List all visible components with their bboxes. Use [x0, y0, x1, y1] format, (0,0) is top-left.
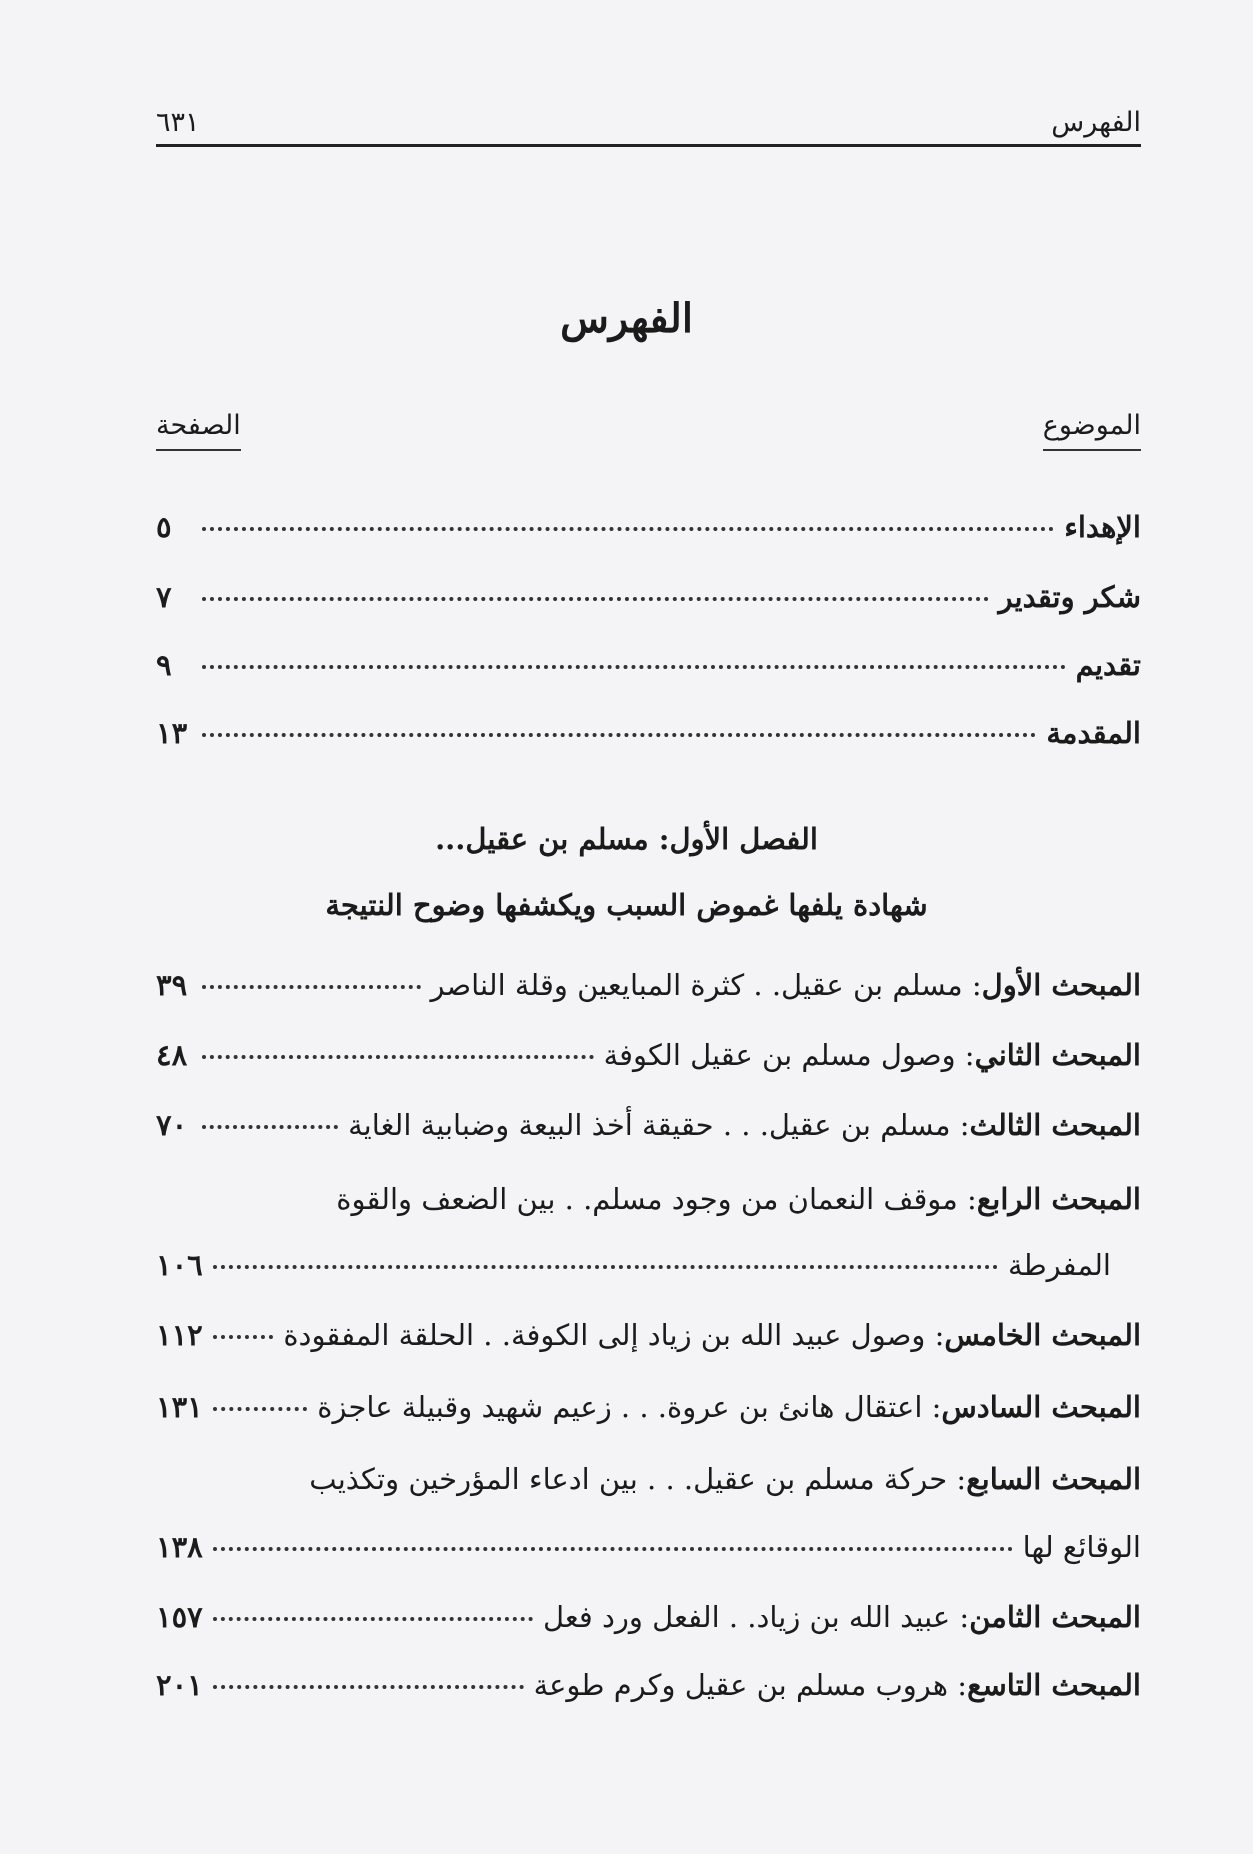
running-header: [156, 95, 1141, 147]
column-headers: [156, 410, 1141, 451]
toc-entry: [156, 1462, 1141, 1496]
toc-entry-label: المبحث الرابع: [976, 1182, 1141, 1216]
leader-dots: [213, 1617, 533, 1621]
topic-column-header: الموضوع: [1043, 410, 1141, 451]
leader-dots: [202, 665, 1066, 669]
toc-entry-page: ٢٠١: [156, 1668, 203, 1702]
leader-dots: [202, 527, 1054, 531]
toc-entry-label: المبحث الثاني: [974, 1038, 1141, 1072]
toc-entry-page: ٧٠: [156, 1108, 188, 1142]
page-number: ٦٣١: [156, 107, 200, 138]
toc-entry-label: المبحث السابع: [966, 1462, 1141, 1496]
chapter-heading: الفصل الأول: مسلم بن عقيل...: [435, 822, 818, 856]
toc-entry-page: ٣٩: [156, 968, 188, 1002]
leader-dots: [213, 1547, 1013, 1551]
toc-entry-page: ٤٨: [156, 1038, 188, 1072]
toc-entry-text: : مسلم بن عقيل. . . حقيقة أخذ البيعة وضبابية الغاية: [348, 1108, 970, 1142]
toc-entry-label: المبحث الثالث: [969, 1108, 1141, 1142]
toc-entry-text: : مسلم بن عقيل. . كثرة المبايعين وقلة الناصر: [430, 968, 982, 1002]
leader-dots: [202, 1125, 338, 1129]
chapter-subtitle: شهادة يلفها غموض السبب ويكشفها وضوح النتيجة: [325, 888, 928, 922]
toc-entry-page: ٩: [156, 648, 172, 682]
toc-entry: [156, 1182, 1141, 1216]
toc-entry-text: : حركة مسلم بن عقيل. . . بين ادعاء المؤرخين وتكذيب: [309, 1462, 967, 1496]
toc-entry-text: : موقف النعمان من وجود مسلم. . بين الضعف والقوة: [336, 1182, 977, 1216]
running-title: الفهرس: [1051, 107, 1141, 138]
toc-entry-page: ١٠٦: [156, 1248, 203, 1282]
toc-entry-page: ١٥٧: [156, 1600, 203, 1634]
toc-entry-page: ١١٢: [156, 1318, 203, 1352]
toc-entry: [156, 1038, 1141, 1072]
page-title: الفهرس: [560, 295, 693, 342]
leader-dots: [213, 1407, 308, 1411]
toc-entry-continuation: [156, 1248, 1141, 1282]
toc-entry: [156, 580, 1141, 614]
toc-entry: [156, 1108, 1141, 1142]
leader-dots: [202, 597, 989, 601]
toc-entry-page: ٥: [156, 510, 172, 544]
toc-entry-label: المبحث السادس: [941, 1390, 1141, 1424]
toc-entry-label: شكر وتقدير: [998, 580, 1141, 614]
toc-entry-continuation: [156, 1530, 1141, 1564]
toc-entry-text: : وصول عبيد الله بن زياد إلى الكوفة. . الحلقة المفقودة: [283, 1318, 945, 1352]
toc-entry-page: ١٣٨: [156, 1530, 203, 1564]
toc-entry-label: المبحث الأول: [981, 968, 1141, 1002]
toc-entry-label: المبحث الخامس: [944, 1318, 1141, 1352]
toc-entry: [156, 648, 1141, 682]
leader-dots: [213, 1265, 998, 1269]
leader-dots: [213, 1335, 274, 1339]
toc-entry-label: تقديم: [1075, 648, 1141, 682]
leader-dots: [202, 1055, 594, 1059]
toc-entry: [156, 510, 1141, 544]
toc-entry-text: : اعتقال هانئ بن عروة. . . زعيم شهيد وقبيلة عاجزة: [317, 1390, 942, 1424]
toc-entry-label: المقدمة: [1046, 716, 1141, 750]
toc-entry-text: : عبيد الله بن زياد. . الفعل ورد فعل: [542, 1600, 970, 1634]
toc-entry: [156, 1318, 1141, 1352]
toc-entry-label: الإهداء: [1064, 510, 1141, 544]
toc-entry-text: : وصول مسلم بن عقيل الكوفة: [603, 1038, 975, 1072]
toc-entry-page: ٧: [156, 580, 172, 614]
toc-entry-text: : هروب مسلم بن عقيل وكرم طوعة: [533, 1668, 968, 1702]
toc-entry: [156, 1668, 1141, 1702]
toc-entry: [156, 1600, 1141, 1634]
toc-entry: [156, 1390, 1141, 1424]
page-column-header: الصفحة: [156, 410, 241, 451]
toc-entry-text: المفرطة: [1008, 1248, 1111, 1282]
leader-dots: [213, 1685, 524, 1689]
toc-entry-page: ١٣١: [156, 1390, 203, 1424]
leader-dots: [202, 985, 421, 989]
toc-entry-label: المبحث التاسع: [967, 1668, 1141, 1702]
toc-entry-label: المبحث الثامن: [969, 1600, 1141, 1634]
toc-entry: [156, 716, 1141, 750]
toc-entry-page: ١٣: [156, 716, 188, 750]
toc-entry-text: الوقائع لها: [1022, 1530, 1141, 1564]
toc-entry: [156, 968, 1141, 1002]
leader-dots: [202, 733, 1036, 737]
